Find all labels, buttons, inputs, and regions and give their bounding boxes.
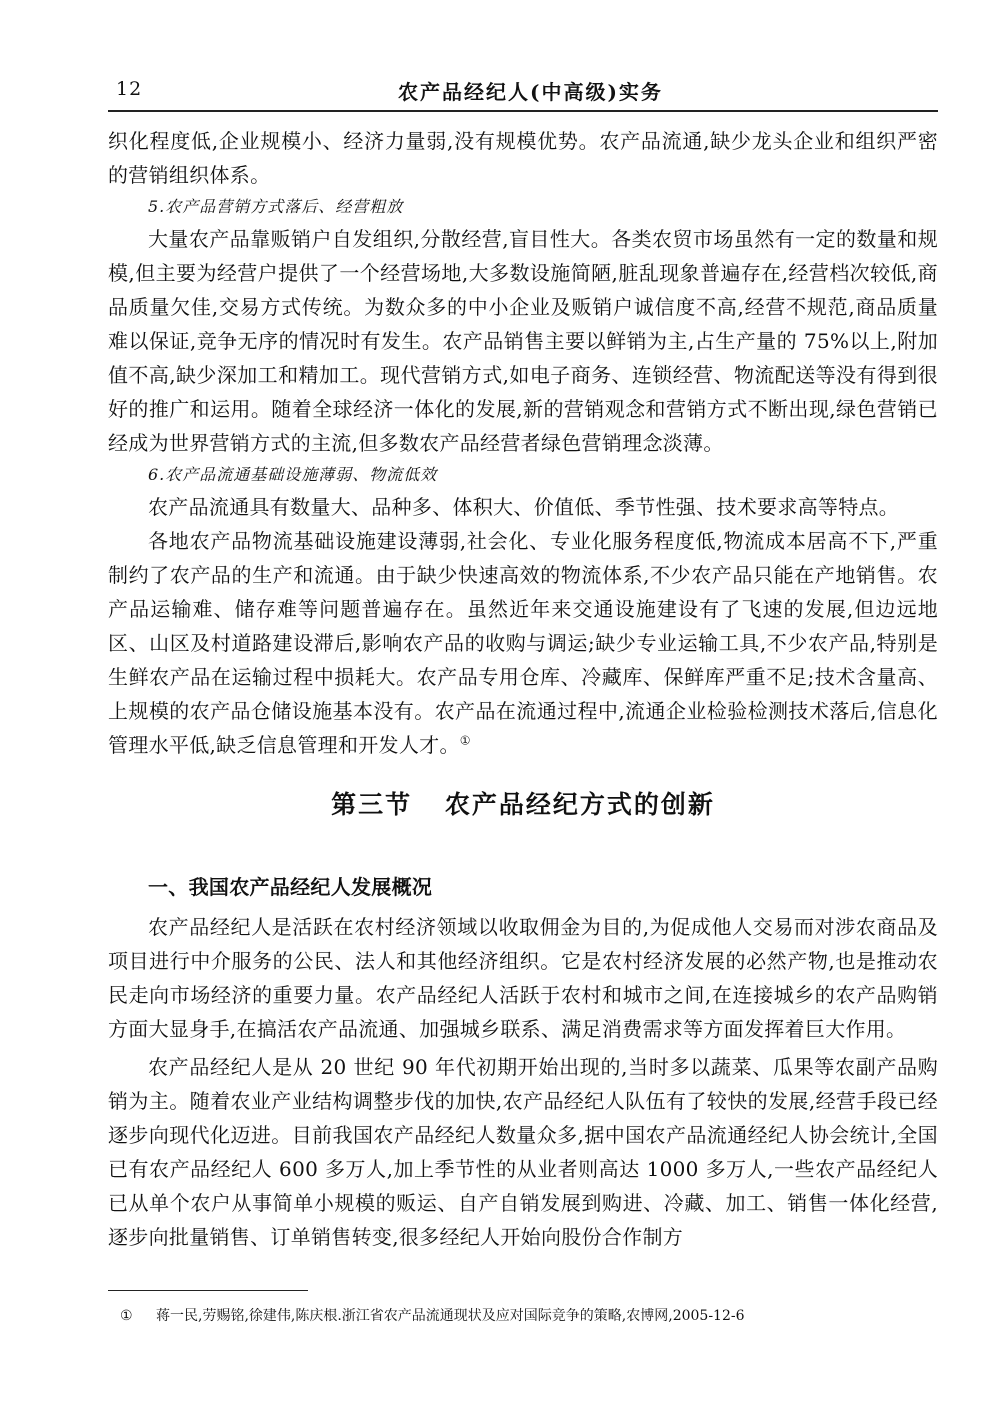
running-title: 农产品经纪人(中高级)实务: [398, 80, 663, 104]
footnote-mark: ①: [120, 1308, 133, 1324]
heading-1: 一、我国农产品经纪人发展概况: [148, 875, 433, 899]
page-body: [108, 124, 938, 762]
footnote-reference: ①: [459, 733, 471, 748]
paragraph-logistics: [108, 524, 938, 762]
paragraph-definition: 农产品经纪人是活跃在农村经济领域以收取佣金为目的,为促成他人交易而对涉农商品及项目进行中介服务的公民、法人和其他经济组织。它是农村经济发展的必然产物,也是推动农民走向市场经济的重要力量。农产品经纪人活跃于农村和城市之间,在连接城乡的农产品购销方面大显身手,在搞活农产品流通、加强城乡联系、满足消费需求等方面发挥着巨大作用。: [108, 915, 938, 1041]
footnote-separator: [108, 1290, 308, 1291]
section-body: [108, 870, 938, 1254]
running-header: [108, 74, 938, 112]
paragraph-continued: 织化程度低,企业规模小、经济力量弱,没有规模优势。农产品流通,缺少龙头企业和组织严密的营销组织体系。: [108, 129, 938, 187]
paragraph-marketing: 大量农产品靠贩销户自发组织,分散经营,盲目性大。各类农贸市场虽然有一定的数量和规模,但主要为经营户提供了一个经营场地,大多数设施简陋,脏乱现象普遍存在,经营档次较低,商品质量欠佳,交易方式传统。为数众多的中小企业及贩销户诚信度不高,经营不规范,商品质量难以保证,竞争无序的情况时有发生。农产品销售主要以鲜销为主,占生产量的 75%以上,附加值不高,缺少深加工和精加工。现代营销方式,如电子商务、连锁经营、物流配送等没有得到很好的推广和运用。随着全球经济一体化的发展,新的营销观念和营销方式不断出现,绿色营销已经成为世界营销方式的主流,但多数农产品经营者绿色营销理念淡薄。: [108, 227, 938, 455]
paragraph-features: 农产品流通具有数量大、品种多、体积大、价值低、季节性强、技术要求高等特点。: [148, 495, 900, 519]
subheading-5: 5.农产品营销方式落后、经营粗放: [148, 197, 404, 216]
footnote: [120, 1305, 920, 1327]
section-block: [108, 788, 938, 822]
page-number: 12: [116, 78, 143, 100]
footnote-text: 蒋一民,劳赐铭,徐建伟,陈庆根.浙江省农产品流通现状及应对国际竞争的策略,农博网,2005-12-6: [156, 1308, 745, 1324]
subheading-6: 6.农产品流通基础设施薄弱、物流低效: [148, 465, 438, 484]
paragraph-history: 农产品经纪人是从 20 世纪 90 年代初期开始出现的,当时多以蔬菜、瓜果等农副产品购销为主。随着农业产业结构调整步伐的加快,农产品经纪人队伍有了较快的发展,经营手段已经逐步向现代化迈进。目前我国农产品经纪人数量众多,据中国农产品流通经纪人协会统计,全国已有农产品经纪人 600 多万人,加上季节性的从业者则高达 1000 多万人,一些农产品经纪人已从单个农户从事简单小规模的贩运、自产自销发展到购进、冷藏、加工、销售一体化经营,逐步向批量销售、订单销售转变,很多经纪人开始向股份合作制方: [108, 1055, 938, 1249]
section-title: 第三节 农产品经纪方式的创新: [331, 790, 715, 819]
paragraph-logistics-text: 各地农产品物流基础设施建设薄弱,社会化、专业化服务程度低,物流成本居高不下,严重制约了农产品的生产和流通。由于缺少快速高效的物流体系,不少农产品只能在产地销售。农产品运输难、储存难等问题普遍存在。虽然近年来交通设施建设有了飞速的发展,但边远地区、山区及村道路建设滞后,影响农产品的收购与调运;缺少专业运输工具,不少农产品,特别是生鲜农产品在运输过程中损耗大。农产品专用仓库、冷藏库、保鲜库严重不足;技术含量高、上规模的农产品仓储设施基本没有。农产品在流通过程中,流通企业检验检测技术落后,信息化管理水平低,缺乏信息管理和开发人才。: [108, 529, 938, 757]
